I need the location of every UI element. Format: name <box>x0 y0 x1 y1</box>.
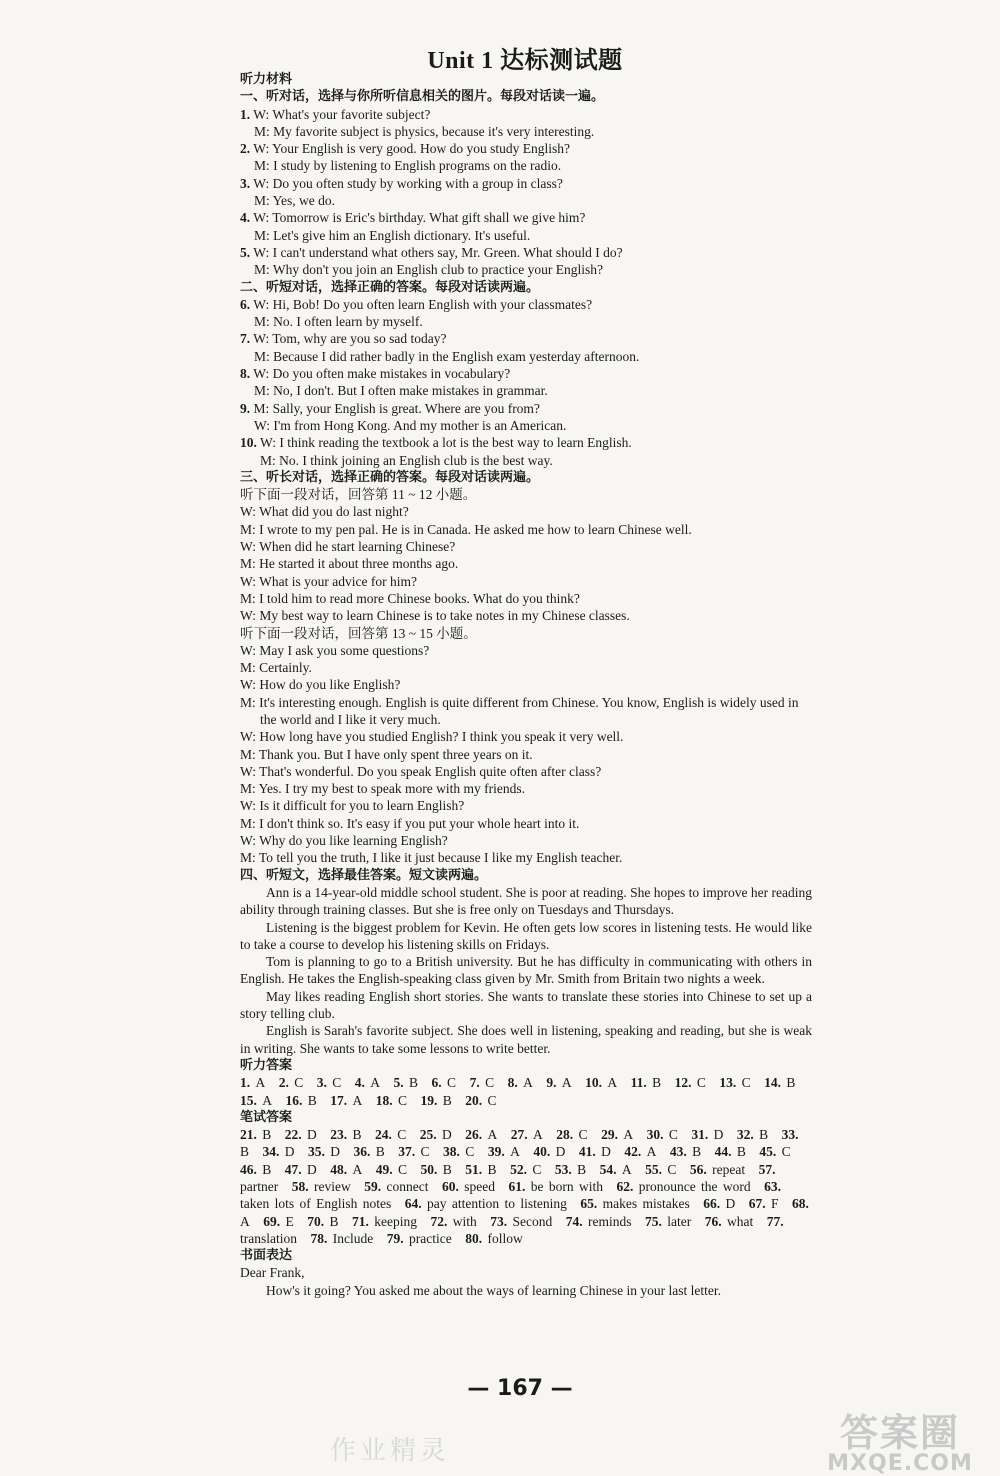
answer-item: 40. D <box>533 1144 566 1160</box>
passage-paragraph: May likes reading English short stories. She wants to translate these stories into Chinese to set up a story telling club. <box>240 988 812 1022</box>
answer-item: 20. C <box>465 1092 497 1108</box>
answer-item: 78. Include <box>310 1230 374 1246</box>
passage-paragraph: Ann is a 14-year-old middle school student. She is poor at reading. She hopes to improve her reading ability through training classes. But she is free only on Tuesdays and Thursdays. <box>240 884 812 918</box>
answer-item: 39. A <box>487 1144 520 1160</box>
answer-item: 2. C <box>278 1075 304 1091</box>
dialogue-line: W: Is it difficult for you to learn English? <box>240 798 465 814</box>
answer-item: 71. keeping <box>352 1213 418 1229</box>
written-answers <box>240 1126 812 1247</box>
dialogue-line: W: What did you do last night? <box>240 504 409 520</box>
dialogue-line: W: May I ask you some questions? <box>240 642 430 658</box>
dialogue-line: W: Why do you like learning English? <box>240 833 448 849</box>
answer-item: 69. E <box>263 1213 294 1229</box>
dialogue-line: M: It's interesting enough. English is quite different from Chinese. You know, English is widely used in the world and I like it very much. <box>240 694 799 727</box>
answer-item: 64. pay attention to listening <box>404 1196 567 1212</box>
answer-item: 1. A <box>240 1075 266 1091</box>
answer-item: 10. A <box>585 1075 618 1091</box>
answer-item: 63. taken lots of English notes <box>240 1179 782 1212</box>
answer-item: 3. C <box>316 1075 342 1091</box>
answer-item: 11. B <box>630 1075 662 1091</box>
passage-paragraph: Listening is the biggest problem for Kevin. He often gets low scores in listening tests. He would like to take a course to develop his listening skills on Fridays. <box>240 919 812 952</box>
dialogue-line <box>240 434 812 451</box>
answer-item: 65. makes mistakes <box>580 1196 690 1212</box>
answer-item: 18. C <box>375 1092 408 1108</box>
answer-item: 32. B <box>736 1127 769 1143</box>
dialogue-line: W: How do you like English? <box>240 677 401 693</box>
answer-item: 27. A <box>510 1127 543 1143</box>
dialogue-line: M: I wrote to my pen pal. He is in Canada. He asked me how to learn Chinese well. <box>240 521 692 537</box>
dialogue-line: M: Yes, we do. <box>254 193 336 209</box>
dialogue-line: W: I'm from Hong Kong. And my mother is an American. <box>254 417 567 433</box>
answer-item: 19. B <box>420 1092 452 1108</box>
answer-item: 57. partner <box>240 1161 776 1194</box>
answer-item: 75. later <box>645 1213 692 1229</box>
question-number: 2. <box>240 141 251 157</box>
answer-item: 5. B <box>393 1075 419 1091</box>
watermark-left: 作业精灵 <box>330 1436 451 1466</box>
question-number: 1. <box>240 106 251 122</box>
question-number: 7. <box>240 331 251 347</box>
answer-item: 21. B <box>240 1127 272 1143</box>
answer-item: 33. B <box>240 1127 799 1160</box>
answer-item: 43. B <box>669 1144 702 1160</box>
section-heading: 一、听对话，选择与你所听信息相关的图片。每段对话读一遍。 <box>240 89 605 105</box>
dialogue-line: M: To tell you the truth, I like it just because I like my English teacher. <box>240 850 623 866</box>
dialogue-line <box>240 296 812 313</box>
answer-item: 38. C <box>443 1144 475 1160</box>
answer-item: 60. speed <box>441 1179 495 1194</box>
dialogue-line: M: Certainly. <box>240 660 312 676</box>
letter-salutation: Dear Frank, <box>240 1265 305 1281</box>
page-number: — 167 — <box>467 1376 573 1401</box>
dialogue-line <box>240 140 812 157</box>
dialogue-text: W: I can't understand what others say, Mr. Green. What should I do? <box>250 244 623 260</box>
answer-item: 28. C <box>556 1127 588 1143</box>
answer-item: 45. C <box>759 1144 791 1160</box>
section-heading: 四、听短文，选择最佳答案。短文读两遍。 <box>240 867 488 883</box>
answer-item: 79. practice <box>386 1230 452 1246</box>
dialogue-text: W: What's your favorite subject? <box>250 106 431 122</box>
answer-item: 41. D <box>578 1144 611 1160</box>
answer-item: 16. B <box>285 1092 317 1108</box>
answer-item: 61. be born with <box>508 1179 603 1194</box>
answer-item: 6. C <box>431 1075 457 1091</box>
answer-item: 7. C <box>469 1075 495 1091</box>
answer-item: 51. B <box>465 1161 497 1177</box>
answer-item: 59. connect <box>364 1179 429 1194</box>
answer-item: 12. C <box>674 1075 706 1091</box>
answer-item: 24. C <box>375 1127 407 1143</box>
answer-item: 80. follow <box>465 1230 523 1246</box>
passage-paragraph: English is Sarah's favorite subject. She does well in listening, speaking and reading, but she is weak in writing. She wants to take some lessons to write better. <box>240 1023 812 1056</box>
answer-item: 37. C <box>398 1144 430 1160</box>
dialogue-line: M: I don't think so. It's easy if you put your whole heart into it. <box>240 815 580 831</box>
dialogue-line: 听下面一段对话，回答第 11 ~ 12 小题。 <box>240 487 477 503</box>
dialogue-line: M: My favorite subject is physics, because it's very interesting. <box>254 123 595 139</box>
dialogue-line: W: When did he start learning Chinese? <box>240 539 456 555</box>
question-number: 4. <box>240 210 251 226</box>
dialogue-text: W: Do you often study by working with a group in class? <box>250 175 563 191</box>
dialogue-line: M: Yes. I try my best to speak more with my friends. <box>240 781 525 797</box>
answer-item: 8. A <box>507 1075 533 1091</box>
dialogue-line: M: Thank you. But I have only spent three years on it. <box>240 746 533 762</box>
answer-item: 4. A <box>354 1075 381 1091</box>
dialogue-line: W: What is your advice for him? <box>240 573 417 589</box>
answer-item: 66. D <box>703 1196 736 1212</box>
watermark-logo-cn: 答案圈 <box>839 1411 960 1455</box>
answer-item: 9. A <box>546 1075 572 1091</box>
dialogue-line <box>240 106 812 123</box>
answer-item: 26. A <box>465 1127 498 1143</box>
dialogue-line: M: I told him to read more Chinese books. What do you think? <box>240 590 580 606</box>
answer-item: 74. reminds <box>565 1213 632 1229</box>
dialogue-line <box>240 330 812 347</box>
answer-item: 50. B <box>420 1161 452 1177</box>
dialogue-line: M: Why don't you join an English club to practice your English? <box>254 262 604 278</box>
dialogue-text: W: Tom, why are you so sad today? <box>250 331 447 347</box>
dialogue-line <box>240 365 812 382</box>
answer-item: 53. B <box>554 1161 587 1177</box>
answer-item: 42. A <box>624 1144 657 1160</box>
dialogue-line: M: He started it about three months ago. <box>240 556 459 572</box>
listening-script <box>240 71 812 1074</box>
question-number: 3. <box>240 175 251 191</box>
answer-item: 36. B <box>353 1144 385 1160</box>
section-heading: 三、听长对话，选择正确的答案。每段对话读两遍。 <box>240 469 540 485</box>
answer-item: 13. C <box>719 1075 751 1091</box>
answer-item: 73. Second <box>490 1213 553 1229</box>
dialogue-line: W: My best way to learn Chinese is to take notes in my Chinese classes. <box>240 608 630 624</box>
dialogue-text: W: Do you often make mistakes in vocabulary? <box>250 366 511 382</box>
dialogue-line: M: No, I don't. But I often make mistakes in grammar. <box>254 383 548 399</box>
answer-item: 77. translation <box>240 1213 784 1246</box>
answer-item: 62. pronounce the word <box>616 1179 751 1194</box>
section-heading: 听力材料 <box>240 72 293 87</box>
answer-item: 47. D <box>284 1161 317 1177</box>
answer-item: 15. A <box>240 1092 272 1108</box>
dialogue-line: M: Because I did rather badly in the English exam yesterday afternoon. <box>254 348 640 364</box>
answer-item: 31. D <box>691 1127 724 1143</box>
answer-item: 56. repeat <box>689 1161 746 1177</box>
dialogue-line: M: Let's give him an English dictionary. It's useful. <box>254 227 531 243</box>
dialogue-line: W: How long have you studied English? I think you speak it very well. <box>240 729 624 745</box>
dialogue-line: W: That's wonderful. Do you speak English quite often after class? <box>240 763 602 779</box>
answer-item: 58. review <box>291 1179 351 1194</box>
dialogue-line <box>240 244 812 261</box>
answer-item: 44. B <box>714 1144 746 1160</box>
letter-body: How's it going? You asked me about the ways of learning Chinese in your last letter. <box>266 1282 721 1298</box>
written-answers-heading: 笔试答案 <box>240 1109 293 1125</box>
dialogue-text: W: I think reading the textbook a lot is the best way to learn English. <box>256 435 632 451</box>
question-number: 10. <box>240 435 257 451</box>
watermark-logo-en: MXQE.COM <box>827 1451 973 1476</box>
answer-content <box>240 71 812 1299</box>
dialogue-line <box>240 400 812 417</box>
answer-item: 76. what <box>704 1213 754 1229</box>
answer-item: 29. A <box>601 1127 634 1143</box>
answer-item: 54. A <box>599 1161 632 1177</box>
dialogue-line: M: No. I think joining an English club is the best way. <box>260 452 553 468</box>
answer-item: 23. B <box>330 1127 362 1143</box>
question-number: 8. <box>240 366 251 382</box>
dialogue-line <box>240 209 812 226</box>
answer-item: 52. C <box>510 1161 542 1177</box>
answer-item: 46. B <box>240 1161 272 1177</box>
answer-item: 55. C <box>645 1161 677 1177</box>
listening-answers <box>240 1074 812 1109</box>
question-number: 9. <box>240 400 251 416</box>
answer-item: 68. A <box>240 1196 809 1229</box>
answer-item: 67. F <box>748 1196 779 1212</box>
question-number: 6. <box>240 296 251 312</box>
answer-item: 70. B <box>307 1213 339 1229</box>
dialogue-line <box>240 175 812 192</box>
answer-item: 25. D <box>419 1127 452 1143</box>
dialogue-line: M: No. I often learn by myself. <box>254 314 423 330</box>
answer-item: 49. C <box>375 1161 408 1177</box>
dialogue-line: 听下面一段对话，回答第 13 ~ 15 小题。 <box>240 625 477 641</box>
dialogue-text: W: Your English is very good. How do you study English? <box>250 141 571 157</box>
section-heading: 二、听短对话，选择正确的答案。每段对话读两遍。 <box>240 279 540 295</box>
dialogue-text: W: Hi, Bob! Do you often learn English with your classmates? <box>250 296 593 312</box>
dialogue-line: M: I study by listening to English programs on the radio. <box>254 158 562 174</box>
dialogue-text: W: Tomorrow is Eric's birthday. What gift shall we give him? <box>250 210 586 226</box>
answer-item: 30. C <box>646 1127 678 1143</box>
answer-item: 48. A <box>330 1161 363 1177</box>
answer-item: 22. D <box>284 1127 317 1143</box>
writing-heading: 书面表达 <box>240 1248 293 1264</box>
passage-paragraph: Tom is planning to go to a British university. But he has difficulty in communicating with others in English. He takes the English-speaking class given by Mr. Smith from Britain two nights a week. <box>240 954 812 987</box>
answer-item: 14. B <box>764 1075 796 1091</box>
watermark-logo <box>805 1402 995 1476</box>
dialogue-text: M: Sally, your English is great. Where are you from? <box>250 400 540 416</box>
page-title: Unit 1 达标测试题 <box>427 48 623 74</box>
question-number: 5. <box>240 244 251 260</box>
answer-item: 34. D <box>262 1144 295 1160</box>
section-heading: 听力答案 <box>240 1057 293 1073</box>
answer-item: 17. A <box>330 1092 363 1108</box>
answer-item: 72. with <box>430 1213 477 1229</box>
answer-item: 35. D <box>308 1144 341 1160</box>
